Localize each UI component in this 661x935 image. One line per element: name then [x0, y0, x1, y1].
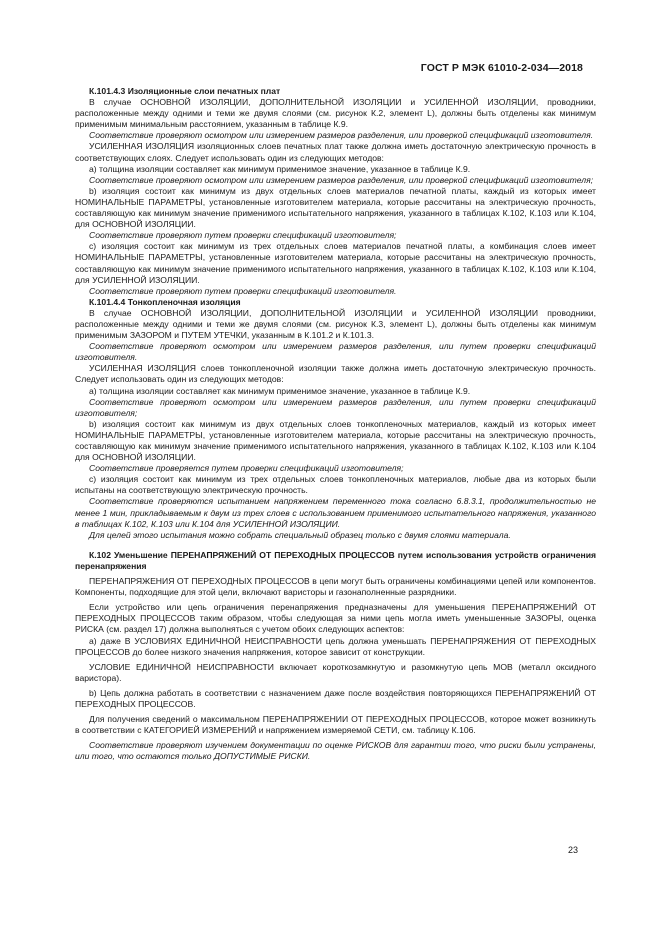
- paragraph: В случае ОСНОВНОЙ ИЗОЛЯЦИИ, ДОПОЛНИТЕЛЬНОЙ ИЗОЛЯЦИИ и УСИЛЕННОЙ ИЗОЛЯЦИИ проводники, расположенные между одними и теми же двумя слоями (см. рисунок К.3, элемент L), должны быть отделены как минимум применимым ЗАЗОРОМ и ПУТЕМ УТЕЧКИ, указанным в К.101.2 и К.101.3.: [75, 307, 596, 341]
- paragraph: УСЛОВИЕ ЕДИНИЧНОЙ НЕИСПРАВНОСТИ включает короткозамкнутую и разомкнутую цепь МОВ (металл оксидного варистора).: [75, 661, 596, 683]
- compliance-note: Соответствие проверяют осмотром или измерением размеров разделения, или проверкой спецификаций изготовителя;: [89, 174, 594, 185]
- compliance-note: Для целей этого испытания можно собрать специальный образец только с двумя слоями материала.: [89, 529, 511, 540]
- paragraph: Для получения сведений о максимальном ПЕРЕНАПРЯЖЕНИИ ОТ ПЕРЕХОДНЫХ ПРОЦЕССОВ, которое может возникнуть в соответствии с КАТЕГОРИЕЙ ИЗМЕРЕНИЙ и напряжением измеряемой СЕТИ, см. таблицу К.106.: [75, 714, 596, 736]
- list-item-b: b) изоляция состоит как минимум из двух отдельных слоев тонкопленочных материалов, каждый из которых имеет НОМИНАЛЬНЫЕ ПАРАМЕТРЫ, установленные изготовителем материала, которые рассчитаны на электрическую прочность, составляющую как минимум значение применимого испытательного напряжения, указанного в таблицах К.102, К.103 или К.104 для ОСНОВНОЙ ИЗОЛЯЦИИ.: [75, 418, 596, 463]
- list-item-c: с) изоляция состоит как минимум из трех отдельных слоев тонкопленочных материалов, любые два из которых были испытаны на соответствующую электрическую прочность.: [75, 474, 596, 496]
- compliance-note: Соответствие проверяют осмотром или измерением размеров разделения, или путем проверки спецификаций изготовителя.: [75, 341, 596, 363]
- section-heading-k101-4-3: К.101.4.3 Изоляционные слои печатных плат: [89, 86, 281, 96]
- list-item-c: с) изоляция состоит как минимум из трех отдельных слоев материалов печатной платы, а комбинация слоев имеет НОМИНАЛЬНЫЕ ПАРАМЕТРЫ, установленные изготовителем материала, которые рассчитаны на электрическую прочность, составляющую как минимум значение применимого испытательного напряжения, указанного в таблицах К.102, К.103 или К.104, для УСИЛЕННОЙ ИЗОЛЯЦИИ.: [75, 241, 596, 285]
- compliance-note: Соответствие проверяют изучением документации по оценке РИСКОВ для гарантии того, что риски были устранены, или того, что остаются только ДОПУСТИМЫЕ РИСКИ.: [75, 740, 596, 762]
- section-heading-k102: К.102 Уменьшение ПЕРЕНАПРЯЖЕНИЙ ОТ ПЕРЕХОДНЫХ ПРОЦЕССОВ путем использования устройств ограничения перенапряжения: [75, 549, 596, 571]
- compliance-note: Соответствие проверяются испытанием напряжением переменного тока согласно 6.8.3.1, продолжительностью не менее 1 мин, прикладываемым к двум из трех слоев с использованием применимого испытательного напряжения, указанного в таблицах К.102, К.103 или К.104 для УСИЛЕННОЙ ИЗОЛЯЦИИ.: [75, 496, 596, 529]
- list-item-a: а) толщина изоляции составляет как минимум применимое значение, указанное в таблице К.9.: [89, 163, 471, 174]
- paragraph: УСИЛЕННАЯ ИЗОЛЯЦИЯ слоев тонкопленочной изоляции также должна иметь достаточную электрическую прочность. Следует использовать один из следующих методов:: [75, 363, 596, 385]
- page-number: 23: [568, 845, 579, 855]
- compliance-note: Соответствие проверяют осмотром или измерением размеров разделения, или проверкой спецификаций изготовителя.: [89, 130, 594, 141]
- paragraph: ПЕРЕНАПРЯЖЕНИЯ ОТ ПЕРЕХОДНЫХ ПРОЦЕССОВ в цепи могут быть ограничены комбинациями цепей или компонентов. Компоненты, подходящие для этой цели, включают варисторы и газонаполненные разрядники.: [75, 576, 596, 598]
- document-header-code: ГОСТ Р МЭК 61010-2-034—2018: [420, 62, 583, 74]
- document-body: [75, 86, 596, 762]
- compliance-note: Соответствие проверяется путем проверки спецификаций изготовителя;: [89, 463, 404, 474]
- list-item-a: а) толщина изоляции составляет как минимум применимое значение, указанное в таблице К.9.: [89, 385, 471, 396]
- paragraph: УСИЛЕННАЯ ИЗОЛЯЦИЯ изоляционных слоев печатных плат также должна иметь достаточную электрическую прочность в соответствующих слоях. Следует использовать один из следующих методов:: [75, 141, 596, 163]
- paragraph: В случае ОСНОВНОЙ ИЗОЛЯЦИИ, ДОПОЛНИТЕЛЬНОЙ ИЗОЛЯЦИИ и УСИЛЕННОЙ ИЗОЛЯЦИИ, проводники, расположенные между одними и теми же двумя слоями (см. рисунок К.2, элемент L), должны быть отделены как минимум применимым минимальным расстоянием, указанным в таблице К.9.: [75, 97, 596, 130]
- compliance-note: Соответствие проверяют осмотром или измерением размеров разделения, или путем проверки спецификаций изготовителя;: [75, 396, 596, 418]
- paragraph: Если устройство или цепь ограничения перенапряжения предназначены для уменьшения ПЕРЕНАПРЯЖЕНИЙ ОТ ПЕРЕХОДНЫХ ПРОЦЕССОВ таким образом, чтобы следующая за ними цепь могла иметь уменьшенные ЗАЗОРЫ, оценка РИСКА (см. раздел 17) должна выполняться с учетом обоих следующих аспектов:: [75, 602, 596, 635]
- list-item-b: b) изоляция состоит как минимум из двух отдельных слоев материалов печатной платы, каждый из которых имеет НОМИНАЛЬНЫЕ ПАРАМЕТРЫ, установленные изготовителем материала, которые рассчитаны на электрическую прочность, составляющую как минимум значение применимого испытательного напряжения, указанного в таблицах К.102, К.103 или К.104, для ОСНОВНОЙ ИЗОЛЯЦИИ.: [75, 185, 596, 230]
- section-heading-k101-4-4: К.101.4.4 Тонкопленочная изоляция: [89, 296, 241, 307]
- compliance-note: Соответствие проверяют путем проверки спецификаций изготовителя.: [89, 285, 397, 296]
- list-item-a: а) даже В УСЛОВИЯХ ЕДИНИЧНОЙ НЕИСПРАВНОСТИ цепь должна уменьшать ПЕРЕНАПРЯЖЕНИЯ ОТ ПЕРЕХОДНЫХ ПРОЦЕССОВ до более низкого значения напряжения, которое зависит от конструкции.: [75, 635, 596, 657]
- list-item-b: b) Цепь должна работать в соответствии с назначением даже после воздействия повторяющихся ПЕРЕНАПРЯЖЕНИЙ ОТ ПЕРЕХОДНЫХ ПРОЦЕССОВ.: [75, 687, 596, 709]
- compliance-note: Соответствие проверяют путем проверки спецификаций изготовителя;: [89, 230, 397, 241]
